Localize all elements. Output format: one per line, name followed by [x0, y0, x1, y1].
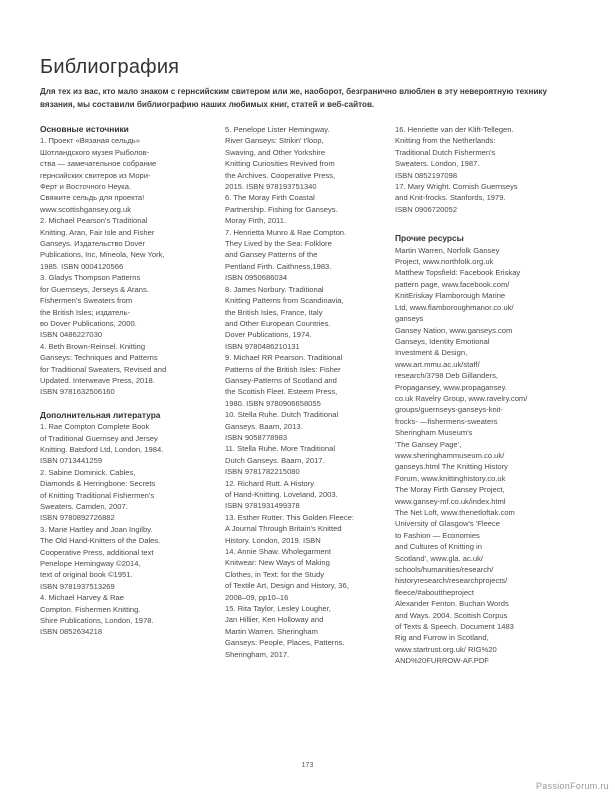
list-item: 15. Rita Taylor, Lesley Lougher, Jan Hillier, Ken Holloway and Martin Warren. Sheringham Ganseys: People, Places, Patterns. Sheringham, 2017.: [225, 604, 345, 659]
bibliography-list-end: [395, 124, 575, 215]
page-number: 173: [301, 762, 314, 769]
other-resources-text: Martin Warren, Norfolk Gansey Project, www.northfolk.org.uk Matthew Topsfield: Facebook Eriskay pattern page, www.facebook.com/ KnitEriskay Flamborough Marine Ltd, www.flamboroughmanor.co.uk/ ganseys Gansey Nation, www.ganseys.com Ganseys, Identity Emotional Investment & Design, www.art.mmu.ac.uk/staff/ research/3798 Deb Gillanders, Propaganse​y, www.propagansey. co.uk Ravelry Group, www.ravelry.com/ groups/guernseys-ganseys-knit- frocks- —fishermens-sweaters Sheringham Museum's 'The Gansey Page', www.sheringhammuseum.co.uk/ ganseys.html The Knitting History Forum, www.knittinghistory.co.uk The Moray Firth Gansey Project, www.gansey-mf.co.uk/index.html The Net Loft, www.thenetloftak.com University of Glasgow's 'Fleece to Fashion — Economies and Cultures of Knitting in Scotland', www.gla. ac.uk/ schools/humanities/research/ historyresearch/researchprojects/ fleece/#abouttheproject Alexander Fenton. Buchan Words and Ways. 2004. Scottish Corpus of Texts & Speech. Document 1483 Rig and Furrow in Scotland, www.startrust.org.uk/ RIG%20 AND%20FURROW-AF.PDF: [395, 245, 528, 666]
list-item: 1. Rae Compton Complete Book of Traditional Guernsey and Jersey Knitting. Batsford Ltd, London, 1984. ISBN 0713441259: [40, 422, 164, 466]
list-item: 16. Henriette van der Klift-Tellegen. Knitting from the Netherlands: Traditional Dutch Fishermen's Sweaters. London, 1987. ISBN 0852197098: [395, 125, 514, 180]
list-item: 14. Annie Shaw. Wholegarment Knitwear: New Ways of Making Clothes, in Text: for the Study of Textile Art, Design and History, 36, 2008–09, pp10–16: [225, 547, 349, 602]
watermark: PassionForum.ru: [535, 781, 609, 791]
list-item: 1. Проект «Вязаная сельдь» Шотландского музея Рыболов- ства — замечательное собрание гернсийских свитеров из Мори- Ферт и Восточного Неука. Свяжите сельдь для проекта! www.scottishgansey.org.uk: [40, 136, 157, 214]
section-heading-main-sources: Основные источники: [40, 124, 129, 134]
other-resources-list: [395, 245, 575, 667]
list-item: 5. Penelope Lister Hemingway. River Ganseys: Strikin' t'loop, Swaving, and Other Yorkshire Knitting Curiosities Revived from the Archives. Cooperative Press, 2015. ISBN 978193751340: [225, 125, 336, 192]
list-item: 3. Gladys Thompson Patterns for Guernseys, Jerseys & Arans. Fishermen's Sweaters from the British Isles; издатель- во Dover Publications, 2000. ISBN 0486227030: [40, 273, 149, 340]
intro-paragraph: Для тех из вас, кто мало знаком с гернсийским свитером или же, наоборот, безгранично влюблен в эту невероятную технику вязания, мы составили библиографию наших любимых книг, статей и веб-сайтов.: [40, 87, 547, 109]
list-item: 12. Richard Rutt. A History of Hand-Knitting. Loveland, 2003. ISBN 9781931499378: [225, 478, 338, 511]
list-item: 11. Stella Ruhe. More Traditional Dutch Ganseys. Baarn, 2017. ISBN 9781782215080: [225, 444, 336, 477]
bibliography-column-3: [395, 124, 575, 667]
list-item: 10. Stella Ruhe. Dutch Traditional Ganseys. Baarn, 2013. ISBN 9058778983: [225, 410, 339, 442]
list-item: 3. Marie Hartley and Joan Ingilby. The Old Hand-Knitters of the Dales. Cooperative Press, additional text Penelope Hemingway ©2014, text of original book ©1951. ISBN 9781937513269: [40, 524, 161, 591]
bibliography-column-2: [225, 124, 385, 660]
list-item: 4. Beth Brown-Reinsel. Knitting Ganseys: Techniques and Patterns for Traditional Sweaters, Revised and Updated. Interweave Press, 2018. ISBN 9781632506160: [40, 341, 167, 397]
list-item: 17. Mary Wright. Cornish Guernseys and Knit-frocks. Stanfords, 1979. ISBN 0906720052: [395, 182, 518, 214]
list-item: 7. Henrietta Munro & Rae Compton. They Lived by the Sea: Folklore and Gansey Patterns of the Pentland Firth. Caithness,1983. ISBN 0950686034: [225, 227, 347, 283]
section-heading-other-resources: Прочие ресурсы: [395, 233, 464, 244]
main-sources-list: [40, 135, 210, 397]
list-item: 8. James Norbury. Traditional Knitting Patterns from Scandinavia, the British Isles, France, Italy and Other European Countries. Dover Publications, 1974. ISBN 9780486210131: [225, 284, 344, 351]
list-item: 6. The Moray Firth Coastal Partnership. Fishing for Ganseys. Moray Firth, 2011.: [225, 193, 338, 226]
page-title: Библиография: [40, 56, 180, 78]
bibliography-list-continued: [225, 124, 385, 660]
additional-literature-list: [40, 421, 210, 638]
list-item: 2. Sabine Dominick. Cables, Diamonds & Herringbone: Secrets of Knitting Traditional Fishermen's Sweaters. Camden, 2007. ISBN 9780892726882: [40, 467, 156, 523]
section-heading-additional-literature: Дополнительная литература: [40, 409, 161, 420]
list-item: 4. Michael Harvey & Rae Compton. Fishermen Knitting. Shire Publications, London, 1978. ISBN 0852634218: [40, 593, 154, 637]
list-item: 2. Michael Pearson's Traditional Knitting. Aran, Fair Isle and Fisher Ganseys. Издательство Dover Publications, Inc, Mineola, New York, 1985. ISBN 0004120566: [40, 216, 165, 271]
list-item: 9. Michael RR Pearson. Traditional Patterns of the British Isles: Fisher Gansey-Patterns of Scotland and the Scottish Fleet. Esteem Press, 1980. ISBN 9780906658055: [225, 353, 343, 408]
bibliography-column-1: [40, 124, 210, 638]
list-item: 13. Esther Rutter. This Golden Fleece: A Journal Through Britain's Knitted History. London, 2019. ISBN: [225, 512, 355, 545]
